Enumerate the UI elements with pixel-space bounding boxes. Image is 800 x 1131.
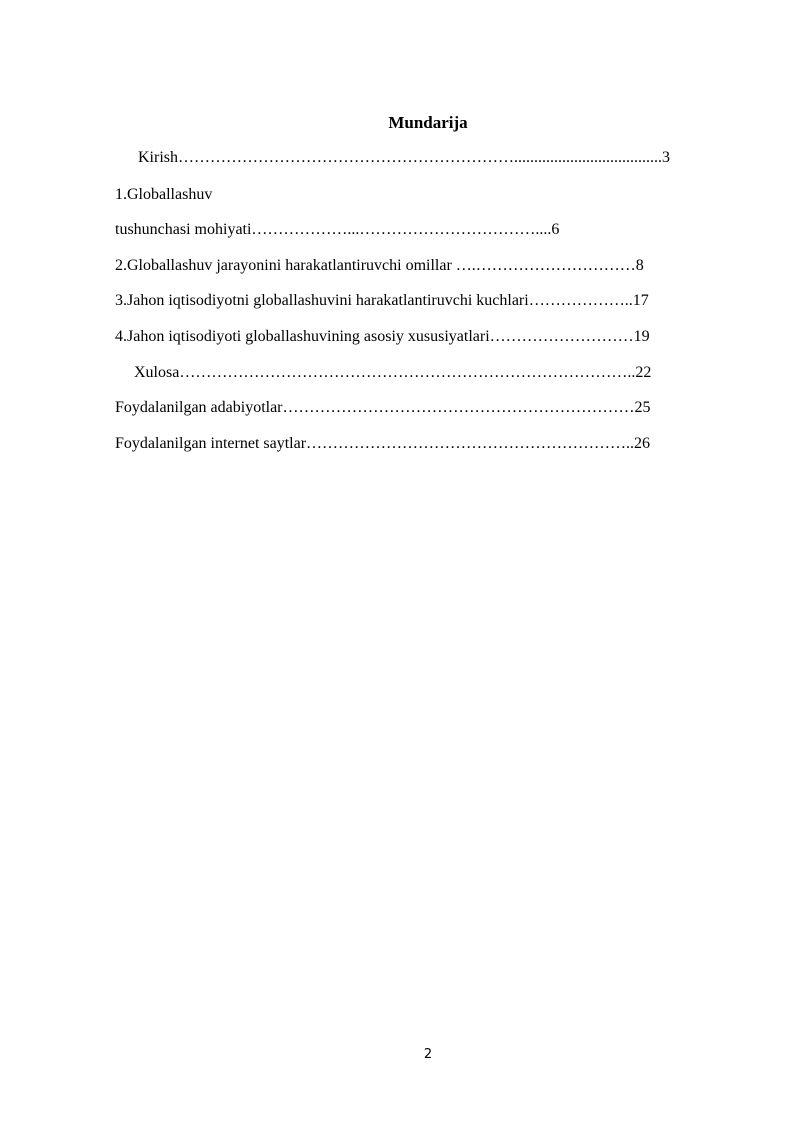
page-title: Mundarija <box>388 113 468 132</box>
page-number: 2 <box>423 1047 433 1062</box>
toc-entry-xulosa: Xulosa…………………………………………………………………………..22 <box>134 364 652 381</box>
toc-entry-adabiyotlar: Foydalanilgan adabiyotlar…………………………………………………………25 <box>115 399 651 416</box>
toc-entry-omillar: 2.Globallashuv jarayonini harakatlantiruvchi omillar ….…………………………8 <box>115 257 644 274</box>
toc-entry-internet-saytlar: Foydalanilgan internet saytlar……………………………………………………..26 <box>115 435 651 452</box>
toc-entry-globallashuv-continued: tushunchasi mohiyati………………...……………………………....6 <box>115 221 560 238</box>
toc-entry-kirish: Kirish……………………………………………………….....................................3 <box>138 149 670 166</box>
toc-entry-globallashuv: 1.Globallashuv <box>115 186 213 203</box>
toc-entry-xususiyatlari: 4.Jahon iqtisodiyoti globallashuvining asosiy xususiyatlari………………………19 <box>115 328 650 345</box>
toc-entry-kuchlari: 3.Jahon iqtisodiyotni globallashuvini harakatlantiruvchi kuchlari………………..17 <box>115 292 649 309</box>
